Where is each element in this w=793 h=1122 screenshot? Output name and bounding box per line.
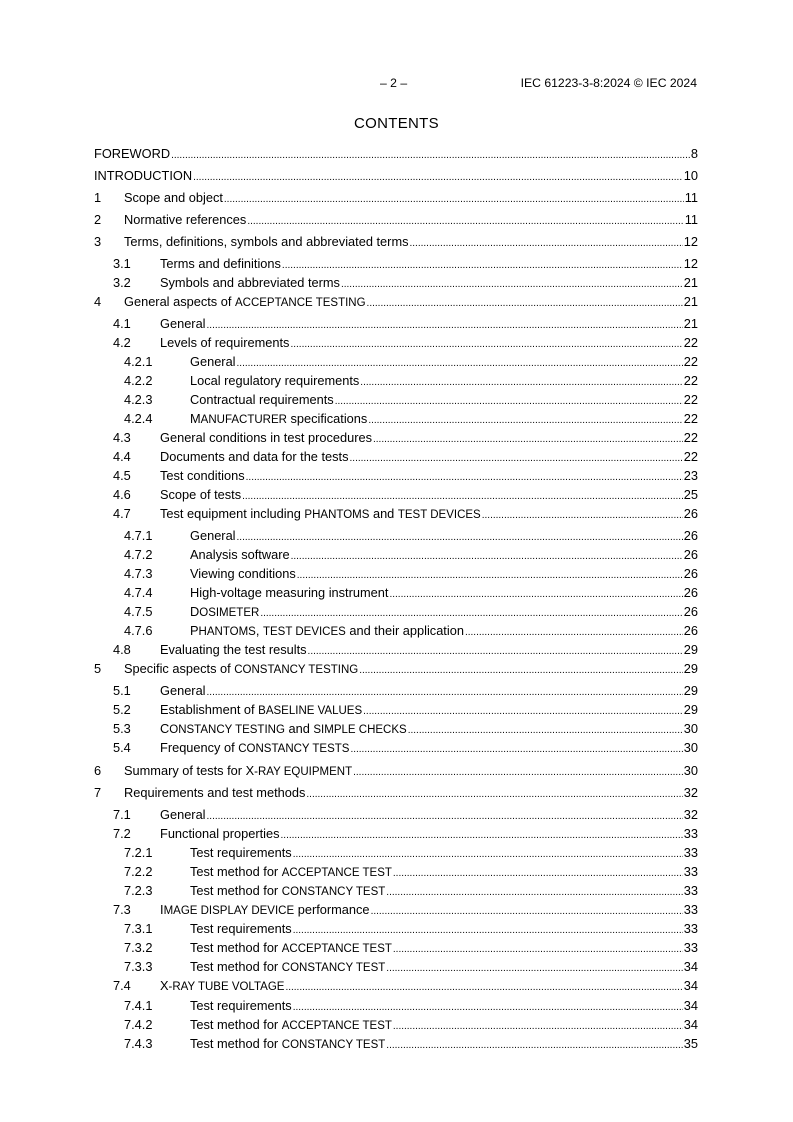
- dot-leader: [207, 682, 683, 702]
- toc-entry[interactable]: [94, 844, 698, 862]
- toc-entry[interactable]: [94, 145, 698, 163]
- toc-entry-title: INTRODUCTION: [94, 168, 193, 183]
- toc-entry[interactable]: [94, 920, 698, 938]
- toc-entry-number: 4.4: [113, 449, 131, 464]
- toc-entry-page: 26: [683, 547, 698, 562]
- toc-entry-number: 3.1: [113, 256, 131, 271]
- toc-entry-page: 33: [683, 845, 698, 860]
- toc-entry[interactable]: [94, 527, 698, 545]
- toc-entry-title: General: [160, 316, 206, 331]
- toc-entry[interactable]: [94, 293, 698, 311]
- toc-entry-number: 4.2.1: [124, 354, 153, 369]
- toc-entry-page: 33: [683, 902, 698, 917]
- dot-leader: [386, 882, 682, 902]
- toc-entry[interactable]: [94, 211, 698, 229]
- dot-leader: [350, 739, 682, 759]
- toc-entry-title: Specific aspects of CONSTANCY TESTING: [124, 661, 359, 676]
- toc-entry-title: General: [190, 354, 236, 369]
- toc-entry-page: 32: [683, 785, 698, 800]
- toc-entry[interactable]: [94, 784, 698, 802]
- page-number-header: – 2 –: [380, 76, 408, 90]
- toc-entry-title: Scope and object: [124, 190, 223, 205]
- dot-leader: [246, 467, 683, 487]
- toc-entry-title: Levels of requirements: [160, 335, 290, 350]
- toc-entry[interactable]: [94, 863, 698, 881]
- dot-leader: [193, 167, 683, 187]
- toc-entry-number: 4: [94, 294, 102, 309]
- toc-entry-number: 7.3.2: [124, 940, 153, 955]
- toc-entry-number: 5.1: [113, 683, 131, 698]
- toc-entry-title: Terms and definitions: [160, 256, 281, 271]
- dot-leader: [341, 274, 683, 294]
- dot-leader: [368, 410, 682, 430]
- toc-entry-title: Test requirements: [190, 921, 292, 936]
- toc-entry[interactable]: [94, 958, 698, 976]
- toc-entry[interactable]: [94, 997, 698, 1015]
- toc-entry-title: Terms, definitions, symbols and abbreviated terms: [124, 234, 409, 249]
- toc-entry-number: 5.4: [113, 740, 131, 755]
- toc-entry-title: Test method for CONSTANCY TEST: [190, 1036, 386, 1051]
- toc-entry-page: 22: [683, 373, 698, 388]
- dot-leader: [171, 145, 690, 165]
- toc-entry-page: 8: [690, 146, 698, 161]
- toc-entry[interactable]: [94, 233, 698, 251]
- toc-entry[interactable]: [94, 977, 698, 995]
- toc-entry-number: 4.8: [113, 642, 131, 657]
- dot-leader: [386, 958, 682, 978]
- toc-entry-page: 10: [683, 168, 698, 183]
- toc-entry-title: General: [160, 683, 206, 698]
- toc-entry-number: 7.2.1: [124, 845, 153, 860]
- toc-entry-title: Requirements and test methods: [124, 785, 306, 800]
- toc-entry[interactable]: [94, 1016, 698, 1034]
- dot-leader: [393, 1016, 683, 1036]
- toc-entry[interactable]: [94, 682, 698, 700]
- toc-entry-title: Test method for CONSTANCY TEST: [190, 959, 386, 974]
- dot-leader: [308, 641, 683, 661]
- toc-entry-page: 35: [683, 1036, 698, 1051]
- toc-entry-page: 29: [683, 683, 698, 698]
- toc-entry-page: 12: [683, 234, 698, 249]
- dot-leader: [260, 603, 682, 623]
- toc-entry-number: 4.7: [113, 506, 131, 521]
- toc-entry-number: 4.7.6: [124, 623, 153, 638]
- toc-entry-title: Normative references: [124, 212, 247, 227]
- toc-entry-number: 3.2: [113, 275, 131, 290]
- toc-entry-number: 7.3.1: [124, 921, 153, 936]
- toc-entry-number: 7.2.3: [124, 883, 153, 898]
- dot-leader: [353, 762, 683, 782]
- dot-leader: [297, 565, 683, 585]
- dot-leader: [373, 429, 683, 449]
- toc-entry-page: 26: [683, 566, 698, 581]
- dot-leader: [224, 189, 684, 209]
- toc-entry-title: Summary of tests for X-RAY EQUIPMENT: [124, 763, 353, 778]
- toc-entry-page: 34: [683, 978, 698, 993]
- dot-leader: [359, 660, 683, 680]
- toc-entry-number: 5.3: [113, 721, 131, 736]
- toc-entry-page: 12: [683, 256, 698, 271]
- toc-entry-number: 4.2.3: [124, 392, 153, 407]
- toc-entry-title: MANUFACTURER specifications: [190, 411, 368, 426]
- toc-entry[interactable]: [94, 467, 698, 485]
- toc-entry-title: PHANTOMS, TEST DEVICES and their application: [190, 623, 464, 638]
- toc-entry[interactable]: [94, 603, 698, 621]
- toc-entry-page: 30: [683, 740, 698, 755]
- toc-entry-page: 30: [683, 763, 698, 778]
- toc-entry-number: 2: [94, 212, 102, 227]
- toc-entry-page: 33: [683, 940, 698, 955]
- dot-leader: [482, 505, 683, 525]
- dot-leader: [207, 315, 683, 335]
- toc-entry-title: FOREWORD: [94, 146, 171, 161]
- toc-entry-title: Viewing conditions: [190, 566, 296, 581]
- toc-entry-title: IMAGE DISPLAY DEVICE performance: [160, 902, 370, 917]
- toc-entry-title: Test method for ACCEPTANCE TEST: [190, 1017, 392, 1032]
- dot-leader: [247, 211, 683, 231]
- toc-entry-page: 30: [683, 721, 698, 736]
- toc-entry-title: Evaluating the test results: [160, 642, 307, 657]
- toc-entry-title: General: [160, 807, 206, 822]
- dot-leader: [386, 1035, 682, 1055]
- toc-entry[interactable]: [94, 584, 698, 602]
- toc-entry[interactable]: [94, 641, 698, 659]
- toc-entry[interactable]: [94, 739, 698, 757]
- toc-entry[interactable]: [94, 901, 698, 919]
- toc-entry[interactable]: [94, 806, 698, 824]
- dot-leader: [237, 353, 683, 373]
- toc-entry-page: 22: [683, 335, 698, 350]
- dot-leader: [350, 448, 683, 468]
- toc-entry-page: 26: [683, 623, 698, 638]
- toc-entry-page: 26: [683, 528, 698, 543]
- toc-entry[interactable]: [94, 372, 698, 390]
- toc-entry[interactable]: [94, 622, 698, 640]
- toc-entry-page: 33: [683, 921, 698, 936]
- toc-entry-page: 21: [683, 275, 698, 290]
- dot-leader: [367, 293, 683, 313]
- dot-leader: [410, 233, 683, 253]
- toc-entry-title: DOSIMETER: [190, 604, 260, 619]
- dot-leader: [281, 825, 683, 845]
- toc-entry-page: 33: [683, 826, 698, 841]
- dot-leader: [207, 806, 683, 826]
- dot-leader: [290, 334, 682, 354]
- toc-entry-title: Analysis software: [190, 547, 290, 562]
- dot-leader: [363, 701, 683, 721]
- dot-leader: [335, 391, 683, 411]
- toc-entry-page: 34: [683, 959, 698, 974]
- toc-entry-number: 7.4.2: [124, 1017, 153, 1032]
- toc-entry[interactable]: [94, 167, 698, 185]
- dot-leader: [293, 997, 683, 1017]
- toc-entry-number: 4.7.4: [124, 585, 153, 600]
- dot-leader: [360, 372, 682, 392]
- dot-leader: [282, 255, 683, 275]
- toc-entry[interactable]: [94, 660, 698, 678]
- toc-entry-number: 4.6: [113, 487, 131, 502]
- toc-entry-page: 11: [684, 190, 698, 205]
- toc-entry-page: 21: [683, 294, 698, 309]
- toc-entry-title: X-RAY TUBE VOLTAGE: [160, 978, 285, 993]
- toc-entry-number: 7.3.3: [124, 959, 153, 974]
- page-title: CONTENTS: [354, 115, 439, 132]
- toc-entry-title: Test method for ACCEPTANCE TEST: [190, 864, 392, 879]
- dot-leader: [293, 920, 683, 940]
- toc-entry-number: 5.2: [113, 702, 131, 717]
- dot-leader: [371, 901, 683, 921]
- toc-entry-number: 4.7.2: [124, 547, 153, 562]
- toc-entry[interactable]: [94, 486, 698, 504]
- toc-entry[interactable]: [94, 353, 698, 371]
- toc-entry-page: 21: [683, 316, 698, 331]
- toc-entry-page: 29: [683, 702, 698, 717]
- toc-entry[interactable]: [94, 274, 698, 292]
- dot-leader: [465, 622, 683, 642]
- toc-entry-number: 7: [94, 785, 102, 800]
- dot-leader: [285, 977, 682, 997]
- toc-entry[interactable]: [94, 762, 698, 780]
- standard-reference: IEC 61223-3-8:2024 © IEC 2024: [520, 76, 697, 90]
- toc-entry[interactable]: [94, 448, 698, 466]
- dot-leader: [291, 546, 683, 566]
- toc-entry[interactable]: [94, 565, 698, 583]
- toc-entry-page: 26: [683, 585, 698, 600]
- toc-entry-page: 34: [683, 1017, 698, 1032]
- toc-entry-page: 23: [683, 468, 698, 483]
- toc-entry-page: 22: [683, 411, 698, 426]
- dot-leader: [242, 486, 683, 506]
- toc-entry[interactable]: [94, 720, 698, 738]
- toc-entry-number: 7.3: [113, 902, 131, 917]
- toc-entry-number: 4.5: [113, 468, 131, 483]
- dot-leader: [237, 527, 683, 547]
- toc-entry-number: 7.4.3: [124, 1036, 153, 1051]
- toc-entry-number: 4.3: [113, 430, 131, 445]
- toc-entry-number: 4.1: [113, 316, 131, 331]
- toc-entry-page: 25: [683, 487, 698, 502]
- toc-entry-number: 7.4.1: [124, 998, 153, 1013]
- toc-entry-number: 7.4: [113, 978, 131, 993]
- toc-entry-page: 29: [683, 642, 698, 657]
- toc-entry-title: Documents and data for the tests: [160, 449, 349, 464]
- toc-entry-title: Symbols and abbreviated terms: [160, 275, 340, 290]
- toc-entry[interactable]: [94, 505, 698, 523]
- toc-entry-page: 11: [684, 212, 698, 227]
- toc-entry-page: 33: [683, 864, 698, 879]
- toc-entry[interactable]: [94, 189, 698, 207]
- toc-entry-title: Frequency of CONSTANCY TESTS: [160, 740, 350, 755]
- toc-entry-title: CONSTANCY TESTING and SIMPLE CHECKS: [160, 721, 407, 736]
- toc-entry-page: 29: [683, 661, 698, 676]
- toc-entry-page: 32: [683, 807, 698, 822]
- toc-entry-title: Contractual requirements: [190, 392, 334, 407]
- toc-entry[interactable]: [94, 429, 698, 447]
- toc-entry-number: 4.2.4: [124, 411, 153, 426]
- toc-entry-title: Scope of tests: [160, 487, 242, 502]
- toc-entry-page: 22: [683, 392, 698, 407]
- toc-entry[interactable]: [94, 825, 698, 843]
- toc-entry-page: 34: [683, 998, 698, 1013]
- toc-entry-page: 22: [683, 430, 698, 445]
- toc-entry[interactable]: [94, 255, 698, 273]
- toc-entry[interactable]: [94, 882, 698, 900]
- dot-leader: [393, 939, 683, 959]
- toc-entry-title: Test requirements: [190, 845, 292, 860]
- toc-entry-title: Test method for CONSTANCY TEST: [190, 883, 386, 898]
- toc-entry-number: 3: [94, 234, 102, 249]
- dot-leader: [293, 844, 683, 864]
- toc-entry[interactable]: [94, 410, 698, 428]
- toc-entry-title: Test method for ACCEPTANCE TEST: [190, 940, 392, 955]
- toc-entry-title: Functional properties: [160, 826, 280, 841]
- dot-leader: [306, 784, 682, 804]
- toc-entry-number: 4.2.2: [124, 373, 153, 388]
- toc-entry-number: 7.2.2: [124, 864, 153, 879]
- toc-entry-title: General: [190, 528, 236, 543]
- dot-leader: [389, 584, 682, 604]
- toc-entry[interactable]: [94, 315, 698, 333]
- toc-entry-number: 5: [94, 661, 102, 676]
- toc-entry[interactable]: [94, 546, 698, 564]
- toc-entry[interactable]: [94, 701, 698, 719]
- dot-leader: [393, 863, 683, 883]
- dot-leader: [408, 720, 683, 740]
- toc-entry-number: 7.1: [113, 807, 131, 822]
- toc-entry[interactable]: [94, 939, 698, 957]
- toc-entry-title: Test equipment including PHANTOMS and TEST DEVICES: [160, 506, 481, 521]
- toc-entry-number: 6: [94, 763, 102, 778]
- toc-entry-number: 4.7.1: [124, 528, 153, 543]
- toc-entry-page: 26: [683, 604, 698, 619]
- toc-entry-number: 1: [94, 190, 102, 205]
- toc-entry-number: 4.2: [113, 335, 131, 350]
- toc-entry-number: 4.7.5: [124, 604, 153, 619]
- toc-entry-page: 22: [683, 449, 698, 464]
- toc-entry[interactable]: [94, 391, 698, 409]
- toc-entry[interactable]: [94, 334, 698, 352]
- toc-entry-page: 33: [683, 883, 698, 898]
- toc-entry-title: General conditions in test procedures: [160, 430, 372, 445]
- toc-entry-title: High-voltage measuring instrument: [190, 585, 389, 600]
- toc-entry-title: Establishment of BASELINE VALUES: [160, 702, 363, 717]
- toc-entry-title: General aspects of ACCEPTANCE TESTING: [124, 294, 366, 309]
- toc-entry-number: 4.7.3: [124, 566, 153, 581]
- toc-entry-page: 22: [683, 354, 698, 369]
- toc-entry-title: Test conditions: [160, 468, 245, 483]
- toc-entry-page: 26: [683, 506, 698, 521]
- toc-entry-number: 7.2: [113, 826, 131, 841]
- toc-entry-title: Local regulatory requirements: [190, 373, 360, 388]
- toc-entry[interactable]: [94, 1035, 698, 1053]
- toc-entry-title: Test requirements: [190, 998, 292, 1013]
